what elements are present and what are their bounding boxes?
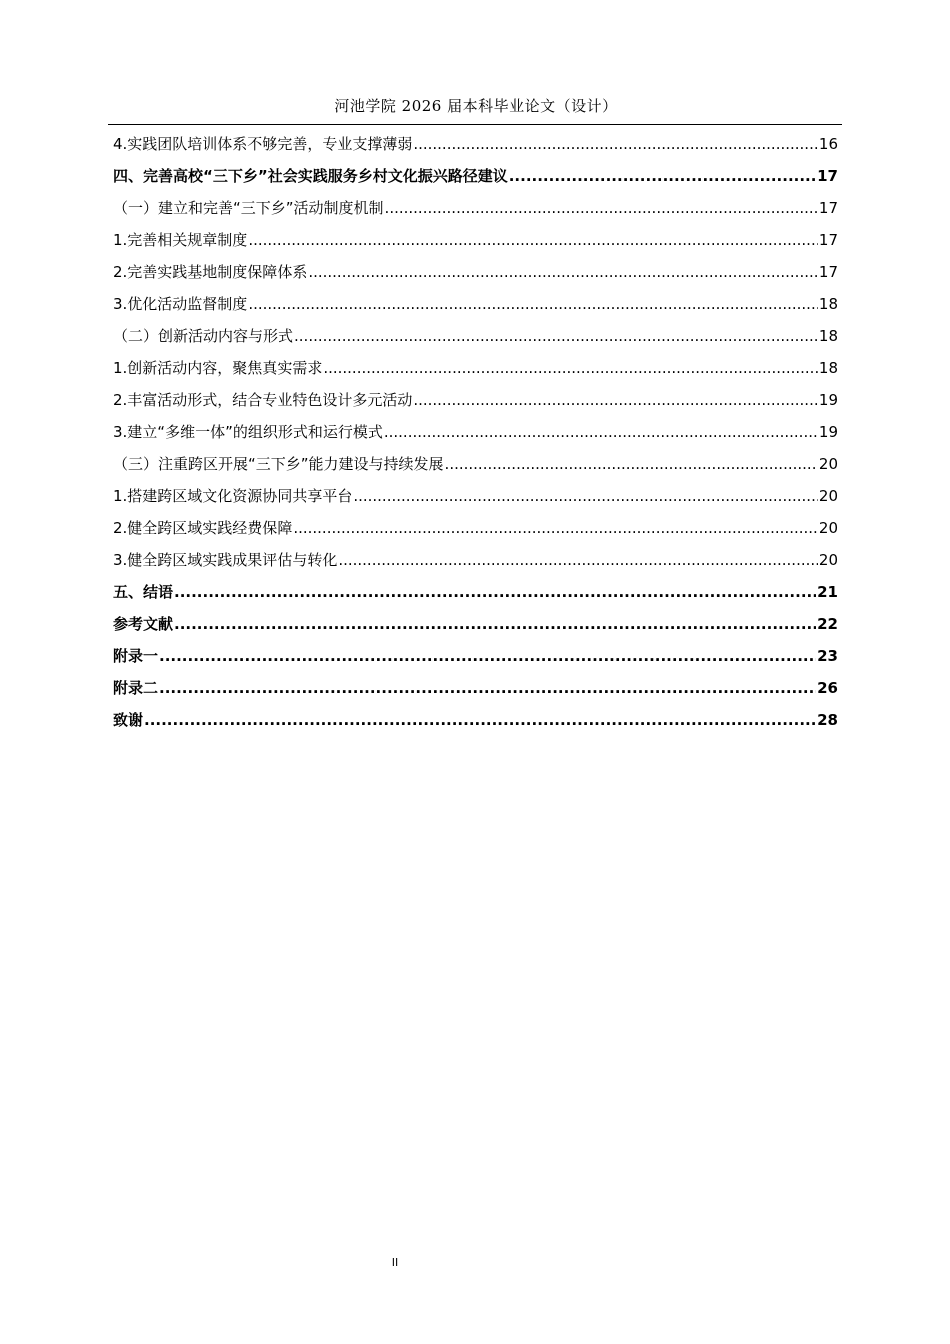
toc-dot-leader xyxy=(144,708,816,732)
toc-entry[interactable] xyxy=(113,578,838,610)
toc-entry[interactable] xyxy=(113,706,838,738)
toc-entry[interactable] xyxy=(113,610,838,642)
toc-entry-page: 19 xyxy=(818,423,838,441)
toc-dot-leader xyxy=(323,356,818,380)
toc-entry[interactable] xyxy=(113,290,838,322)
toc-dot-leader xyxy=(248,228,818,252)
toc-entry-page: 20 xyxy=(818,551,838,569)
toc-entry[interactable] xyxy=(113,258,838,290)
toc-entry-page: 28 xyxy=(817,711,838,729)
toc-entry-title: 四、完善高校“三下乡”社会实践服务乡村文化振兴路径建议 xyxy=(113,167,508,185)
toc-dot-leader xyxy=(384,420,818,444)
toc-dot-leader xyxy=(509,164,816,188)
toc-entry-page: 20 xyxy=(818,455,838,473)
page-number: II xyxy=(391,1256,399,1269)
table-of-contents xyxy=(113,130,838,738)
toc-entry-page: 19 xyxy=(818,391,838,409)
toc-entry[interactable] xyxy=(113,546,838,578)
toc-entry-page: 18 xyxy=(818,327,838,345)
toc-entry-page: 17 xyxy=(818,263,838,281)
toc-dot-leader xyxy=(293,516,818,540)
toc-entry-title: （一）建立和完善“三下乡”活动制度机制 xyxy=(113,199,384,217)
toc-entry[interactable] xyxy=(113,642,838,674)
toc-dot-leader xyxy=(159,644,816,668)
toc-entry[interactable] xyxy=(113,514,838,546)
toc-entry[interactable] xyxy=(113,386,838,418)
toc-entry-title: 2.健全跨区域实践经费保障 xyxy=(113,519,293,537)
toc-entry-title: 参考文献 xyxy=(113,615,174,633)
toc-dot-leader xyxy=(385,196,818,220)
toc-entry-title: 1.创新活动内容，聚焦真实需求 xyxy=(113,359,323,377)
toc-entry-title: 附录一 xyxy=(113,647,159,665)
toc-entry-title: 2.完善实践基地制度保障体系 xyxy=(113,263,308,281)
toc-entry-page: 17 xyxy=(818,231,838,249)
toc-entry-title: 1.完善相关规章制度 xyxy=(113,231,248,249)
toc-entry-title: （三）注重跨区开展“三下乡”能力建设与持续发展 xyxy=(113,455,444,473)
toc-entry-page: 21 xyxy=(817,583,838,601)
toc-entry-page: 22 xyxy=(817,615,838,633)
toc-dot-leader xyxy=(294,324,818,348)
toc-dot-leader xyxy=(248,292,818,316)
toc-entry-title: 3.建立“多维一体”的组织形式和运行模式 xyxy=(113,423,383,441)
toc-dot-leader xyxy=(338,548,818,572)
toc-entry-title: 附录二 xyxy=(113,679,159,697)
toc-dot-leader xyxy=(174,580,816,604)
toc-entry-title: 致谢 xyxy=(113,711,144,729)
toc-entry-page: 23 xyxy=(817,647,838,665)
toc-entry-page: 16 xyxy=(818,135,838,153)
toc-entry-title: 3.优化活动监督制度 xyxy=(113,295,248,313)
page-header: 河池学院 2026 届本科毕业论文（设计） xyxy=(334,97,618,115)
toc-entry-title: （二）创新活动内容与形式 xyxy=(113,327,294,345)
toc-entry-page: 17 xyxy=(817,167,838,185)
toc-entry[interactable] xyxy=(113,322,838,354)
toc-dot-leader xyxy=(413,132,818,156)
toc-entry[interactable] xyxy=(113,162,838,194)
toc-dot-leader xyxy=(159,676,816,700)
toc-dot-leader xyxy=(353,484,818,508)
toc-dot-leader xyxy=(413,388,818,412)
toc-entry-page: 18 xyxy=(818,295,838,313)
toc-entry[interactable] xyxy=(113,418,838,450)
toc-entry-page: 20 xyxy=(818,487,838,505)
toc-entry-title: 五、结语 xyxy=(113,583,174,601)
toc-entry[interactable] xyxy=(113,194,838,226)
toc-entry-title: 3.健全跨区域实践成果评估与转化 xyxy=(113,551,338,569)
toc-entry-page: 18 xyxy=(818,359,838,377)
toc-entry[interactable] xyxy=(113,482,838,514)
toc-entry-page: 20 xyxy=(818,519,838,537)
toc-entry[interactable] xyxy=(113,354,838,386)
toc-entry-page: 26 xyxy=(817,679,838,697)
toc-entry-title: 4.实践团队培训体系不够完善，专业支撑薄弱 xyxy=(113,135,413,153)
toc-entry-title: 1.搭建跨区域文化资源协同共享平台 xyxy=(113,487,353,505)
toc-entry[interactable] xyxy=(113,674,838,706)
toc-entry[interactable] xyxy=(113,226,838,258)
toc-dot-leader xyxy=(308,260,818,284)
toc-entry-page: 17 xyxy=(818,199,838,217)
toc-dot-leader xyxy=(174,612,816,636)
toc-entry[interactable] xyxy=(113,450,838,482)
toc-dot-leader xyxy=(445,452,818,476)
toc-entry-title: 2.丰富活动形式，结合专业特色设计多元活动 xyxy=(113,391,413,409)
header-rule xyxy=(108,124,842,125)
toc-entry[interactable] xyxy=(113,130,838,162)
